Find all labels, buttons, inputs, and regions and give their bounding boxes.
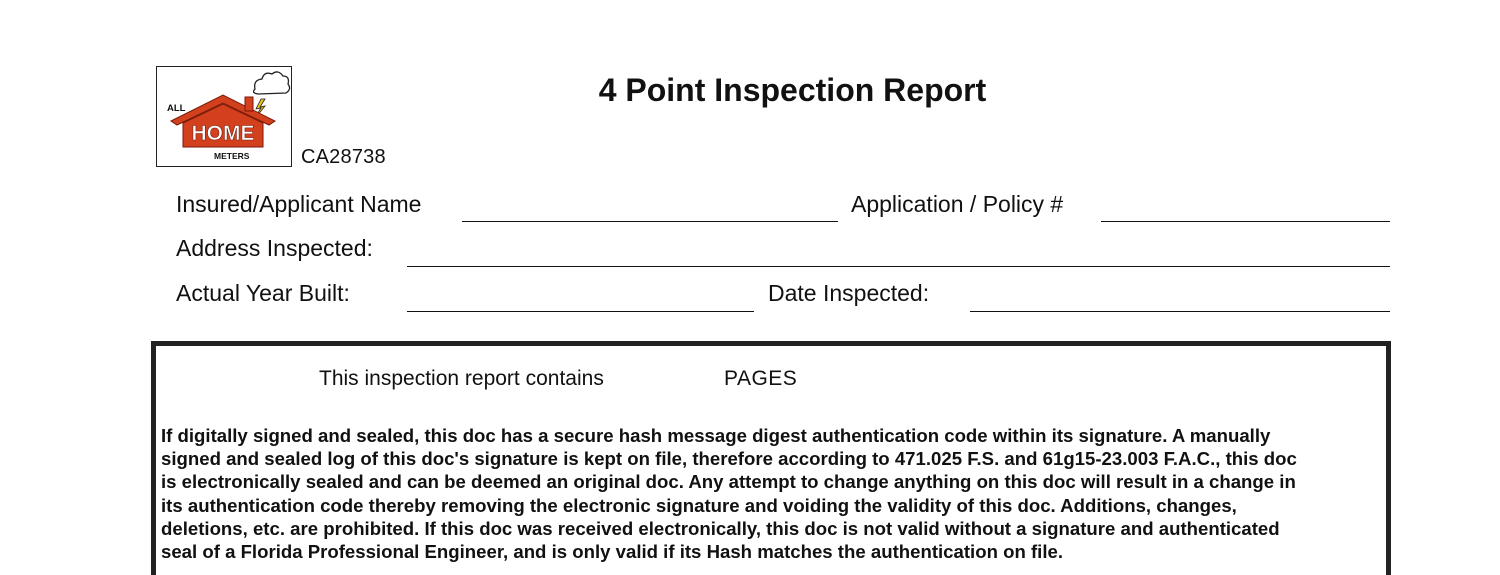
logo-meters-text: METERS (214, 151, 250, 161)
address-field[interactable] (407, 266, 1390, 267)
notice-line: seal of a Florida Professional Engineer, and is only valid if its Hash matches the authentication on file. (161, 541, 1064, 563)
policy-number-label: Application / Policy # (851, 191, 1064, 217)
digital-signature-notice (161, 424, 1376, 563)
notice-line: its authentication code thereby removing the electronic signature and voiding the validity of this doc. Additions, changes, (161, 494, 1237, 516)
date-inspected-label: Date Inspected: (768, 280, 930, 306)
notice-line: If digitally signed and sealed, this doc has a secure hash message digest authentication code within its signature. A manually (161, 425, 1271, 446)
logo-home-text: HOME (191, 122, 255, 145)
pages-word: PAGES (724, 367, 798, 390)
pages-count-label: This inspection report contains (319, 367, 604, 390)
year-built-field[interactable] (407, 311, 754, 312)
insured-name-field[interactable] (462, 221, 838, 222)
page-title: 4 Point Inspection Report (598, 72, 987, 108)
year-built-label: Actual Year Built: (176, 280, 350, 306)
notice-line: deletions, etc. are prohibited. If this doc was received electronically, this doc is not valid without a signature and authenticated (161, 517, 1280, 539)
date-inspected-field[interactable] (970, 311, 1390, 312)
notice-line: signed and sealed log of this doc's signature is kept on file, therefore according to 471.025 F.S. and 61g15-23.003 F.A.C., this doc (161, 448, 1297, 470)
insured-name-label: Insured/Applicant Name (176, 191, 422, 217)
policy-number-field[interactable] (1101, 221, 1390, 222)
notice-line: is electronically sealed and can be deemed an original doc. Any attempt to change anything on this doc will result in a change in (161, 471, 1296, 493)
address-label: Address Inspected: (176, 235, 373, 261)
license-number: CA28738 (301, 146, 386, 168)
logo-all-text: ALL (167, 103, 186, 114)
